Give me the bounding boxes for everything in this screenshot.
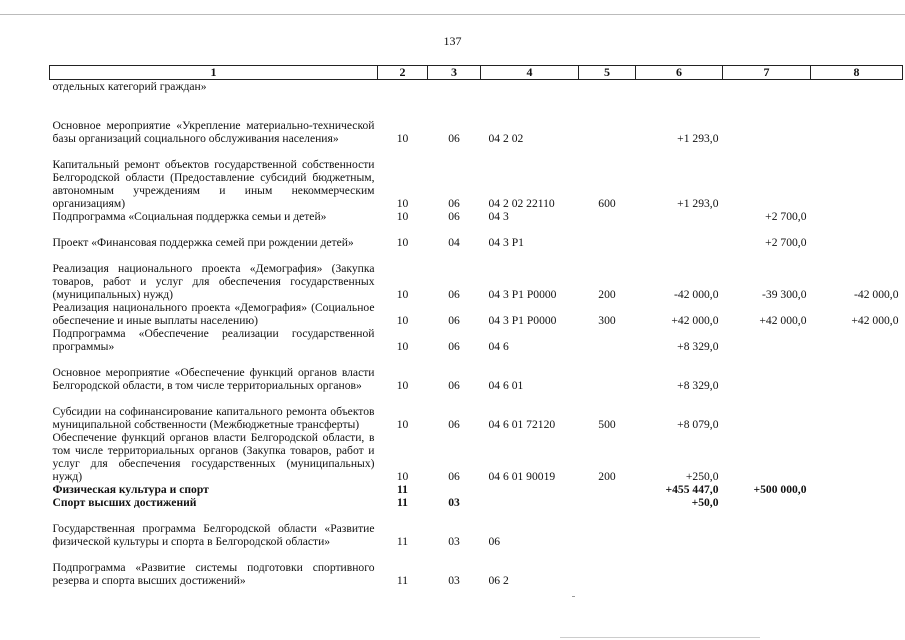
cell-c4: 04 3 P1 P0000: [488, 288, 557, 301]
cell-c8: -42 000,0: [854, 288, 899, 301]
cell-c6: [636, 210, 723, 223]
row-name: Подпрограмма «Развитие системы подготовки спортивного резерва и спорта высших достижений»: [52, 561, 375, 587]
row-name: Субсидии на софинансирование капитального ремонта объектов муниципальной собственности (Межбюджетные трансферты): [52, 405, 375, 431]
cell-c8: [811, 327, 903, 353]
cell-c5: [579, 210, 636, 223]
scan-edge-line: [0, 14, 905, 15]
cell-c3: 06: [448, 197, 460, 210]
cell-c7: +2 700,0: [765, 210, 807, 223]
cell-c2: 11: [396, 574, 409, 587]
cell-c8: [811, 210, 903, 223]
cell-c3: 06: [448, 470, 460, 483]
cell-c2: 11: [397, 496, 408, 509]
cell-c4: 04 6 01 90019: [488, 470, 556, 483]
table-row: [50, 483, 903, 496]
scan-artifact: [560, 637, 760, 638]
cell-c7: [723, 431, 811, 483]
cell-c8: [811, 353, 903, 392]
cell-c6: +42 000,0: [671, 314, 719, 327]
row-name: Подпрограмма «Социальная поддержка семьи и детей»: [52, 210, 327, 223]
cell-c3: 06: [448, 418, 460, 431]
cell-c7: [723, 327, 811, 353]
header-row: [50, 66, 903, 80]
table-row: [50, 80, 903, 94]
row-name: Физическая культура и спорт: [52, 483, 209, 496]
column-header: 8: [811, 66, 903, 80]
cell-c5: 200: [598, 470, 616, 483]
table-row: [50, 249, 903, 301]
cell-c3: 06: [448, 288, 460, 301]
cell-c7: +2 700,0: [765, 236, 807, 249]
cell-c2: 10: [396, 197, 409, 210]
cell-c5: [579, 327, 636, 353]
cell-c8: [811, 431, 903, 483]
cell-c6: [636, 223, 723, 249]
budget-table: [49, 65, 903, 587]
cell-c5: [579, 93, 636, 145]
cell-c8: [811, 223, 903, 249]
cell-c3: 03: [448, 535, 460, 548]
cell-c8: [811, 483, 903, 496]
scan-artifact: [572, 596, 575, 597]
cell-c5: [579, 496, 636, 509]
cell-c5: 300: [598, 314, 616, 327]
cell-c7: [723, 80, 811, 94]
table-row: [50, 223, 903, 249]
row-name: Основное мероприятие «Обеспечение функций органов власти Белгородской области, в том числе территориальных органов»: [52, 366, 375, 392]
cell-c2: 10: [396, 132, 409, 145]
cell-c2: 10: [396, 210, 409, 223]
cell-c7: [723, 392, 811, 431]
cell-c6: +455 447,0: [665, 483, 719, 496]
cell-c4: 06: [488, 535, 501, 548]
cell-c3: 06: [448, 379, 460, 392]
row-name: Спорт высших достижений: [52, 496, 197, 509]
cell-c5: [579, 223, 636, 249]
table-row: [50, 327, 903, 353]
cell-c4: 04 2 02: [488, 132, 524, 145]
cell-c8: [811, 548, 903, 587]
column-header: 1: [50, 66, 378, 80]
cell-c2: 11: [397, 483, 408, 496]
cell-c8: [811, 93, 903, 145]
cell-c5: 600: [598, 197, 616, 210]
row-name: Реализация национального проекта «Демография» (Социальное обеспечение и иные выплаты населению): [52, 301, 375, 327]
table-row: [50, 548, 903, 587]
cell-c4: 04 6: [488, 340, 509, 353]
cell-c8: [811, 392, 903, 431]
table-row: [50, 509, 903, 548]
cell-c4: 04 6 01 72120: [488, 418, 556, 431]
cell-c8: +42 000,0: [851, 314, 899, 327]
cell-c7: [723, 509, 811, 548]
row-name: Капитальный ремонт объектов государственной собственности Белгородской области (Предоставление субсидий бюджетным, автономным учреждениям и иным некоммерческим организациям): [52, 158, 375, 210]
column-header: 6: [636, 66, 723, 80]
cell-c2: [378, 80, 428, 94]
cell-c6: +8 079,0: [677, 418, 719, 431]
cell-c7: -39 300,0: [762, 288, 807, 301]
cell-c3: 06: [448, 210, 460, 223]
cell-c3: 03: [448, 496, 460, 509]
cell-c4: 06 2: [488, 574, 509, 587]
cell-c3: 06: [448, 314, 460, 327]
row-name: Государственная программа Белгородской области «Развитие физической культуры и спорта в Белгородской области»: [52, 522, 375, 548]
cell-c8: [811, 509, 903, 548]
row-name: Проект «Финансовая поддержка семей при рождении детей»: [52, 236, 354, 249]
table-row: [50, 210, 903, 223]
cell-c5: [579, 483, 636, 496]
cell-c2: 10: [396, 418, 409, 431]
row-name: Подпрограмма «Обеспечение реализации государственной программы»: [52, 327, 375, 353]
cell-c4: 04 3 P1 P0000: [488, 314, 557, 327]
cell-c6: +1 293,0: [677, 197, 719, 210]
table-row: [50, 431, 903, 483]
cell-c7: [723, 496, 811, 509]
cell-c4: 04 3 P1: [488, 236, 524, 249]
cell-c7: [723, 548, 811, 587]
cell-c4: [481, 483, 579, 496]
column-header: 2: [378, 66, 428, 80]
table-row: [50, 392, 903, 431]
cell-c6: +8 329,0: [677, 340, 719, 353]
cell-c2: 11: [396, 535, 409, 548]
cell-c6: [636, 509, 723, 548]
cell-c5: [579, 548, 636, 587]
row-name: Реализация национального проекта «Демография» (Закупка товаров, работ и услуг для обеспечения государственных (муниципальных) нужд): [52, 262, 375, 301]
cell-c6: [636, 80, 723, 94]
table-row: [50, 496, 903, 509]
page-number: 137: [443, 34, 462, 48]
cell-c3: [428, 80, 481, 94]
cell-c2: 10: [396, 340, 409, 353]
table-row: [50, 301, 903, 327]
cell-c3: 04: [448, 236, 460, 249]
cell-c4: [481, 496, 579, 509]
column-header: 5: [579, 66, 636, 80]
row-name: Основное мероприятие «Укрепление материально-технической базы организаций социального обслуживания населения»: [52, 119, 375, 145]
cell-c5: 200: [598, 288, 616, 301]
cell-c6: +8 329,0: [677, 379, 719, 392]
cell-c7: [723, 353, 811, 392]
cell-c6: -42 000,0: [674, 288, 719, 301]
cell-c2: 10: [396, 379, 409, 392]
row-name: отдельных категорий граждан»: [52, 80, 207, 93]
cell-c2: 10: [396, 236, 409, 249]
cell-c4: 04 3: [488, 210, 509, 223]
cell-c2: 10: [396, 288, 409, 301]
cell-c5: [579, 80, 636, 94]
cell-c7: +500 000,0: [753, 483, 807, 496]
cell-c7: [723, 145, 811, 210]
cell-c3: 06: [448, 340, 460, 353]
cell-c4: 04 6 01: [488, 379, 524, 392]
cell-c5: [579, 509, 636, 548]
cell-c3: 06: [448, 132, 460, 145]
table-row: [50, 93, 903, 145]
row-name: Обеспечение функций органов власти Белгородской области, в том числе территориальных органов (Закупка товаров, работ и услуг для обеспечения государственных (муниципальных) нужд): [52, 431, 375, 483]
cell-c3: [428, 483, 481, 496]
column-header: 7: [723, 66, 811, 80]
cell-c5: 500: [598, 418, 616, 431]
cell-c6: +1 293,0: [677, 132, 719, 145]
cell-c6: +250,0: [685, 470, 719, 483]
cell-c8: [811, 496, 903, 509]
cell-c8: [811, 145, 903, 210]
cell-c3: 03: [448, 574, 460, 587]
cell-c4: [481, 80, 579, 94]
cell-c5: [579, 353, 636, 392]
column-header: 3: [428, 66, 481, 80]
table-body: [50, 80, 903, 588]
table-row: [50, 353, 903, 392]
cell-c7: [723, 93, 811, 145]
cell-c6: [636, 548, 723, 587]
cell-c7: +42 000,0: [759, 314, 807, 327]
cell-c2: 10: [396, 470, 409, 483]
cell-c8: [811, 80, 903, 94]
column-header: 4: [481, 66, 579, 80]
cell-c4: 04 2 02 22110: [488, 197, 555, 210]
table-row: [50, 145, 903, 210]
cell-c2: 10: [396, 314, 409, 327]
cell-c6: +50,0: [691, 496, 719, 509]
